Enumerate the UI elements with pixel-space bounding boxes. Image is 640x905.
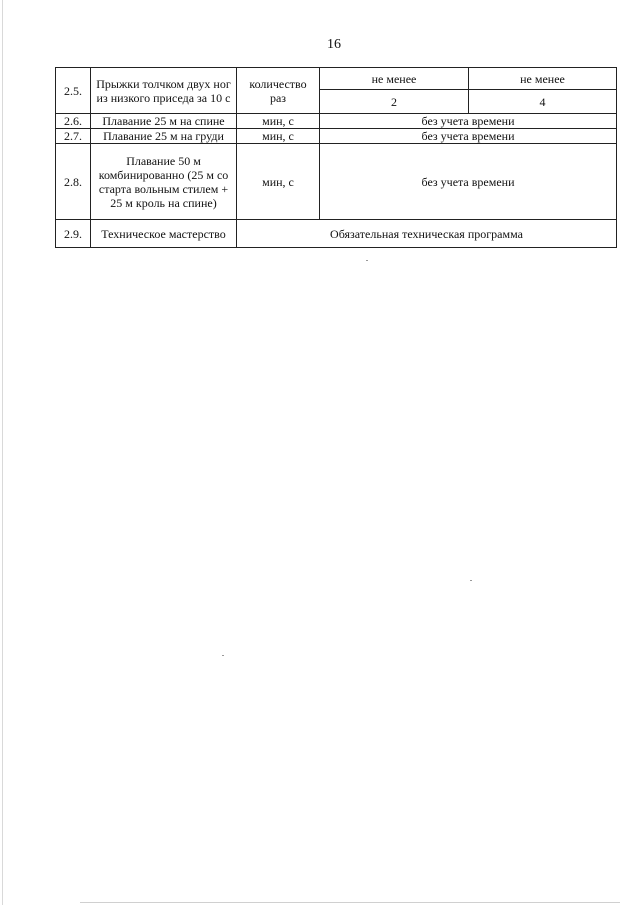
unit-cell: мин, с	[237, 144, 320, 220]
unit-cell: количество раз	[237, 68, 320, 114]
unit-cell: мин, с	[237, 129, 320, 144]
row-number: 2.9.	[56, 220, 91, 248]
page-number: 16	[327, 37, 341, 52]
row-number: 2.7.	[56, 129, 91, 144]
table-row	[56, 220, 617, 248]
test-name: Плавание 25 м на груди	[91, 129, 237, 144]
merged-value: без учета времени	[320, 144, 617, 220]
norm-value: 2	[320, 90, 469, 114]
table-row	[56, 144, 617, 220]
row-number: 2.6.	[56, 114, 91, 129]
scan-edge-left	[2, 0, 3, 905]
test-name: Техническое мастерство	[91, 220, 237, 248]
table-row	[56, 129, 617, 144]
scan-speck	[366, 260, 368, 261]
test-name: Прыжки толчком двух ног из низкого приседа за 10 с	[91, 68, 237, 114]
norm-value: 4	[469, 90, 617, 114]
table-row	[56, 114, 617, 129]
scan-edge-bottom	[80, 902, 620, 903]
scan-speck	[222, 655, 224, 656]
norm-label: не менее	[469, 68, 617, 90]
test-name: Плавание 50 м комбинированно (25 м со старта вольным стилем + 25 м кроль на спине)	[91, 144, 237, 220]
norm-label: не менее	[320, 68, 469, 90]
row-number: 2.5.	[56, 68, 91, 114]
unit-cell: мин, с	[237, 114, 320, 129]
merged-value: без учета времени	[320, 129, 617, 144]
table-row	[56, 68, 617, 90]
norms-table	[55, 67, 617, 248]
row-number: 2.8.	[56, 144, 91, 220]
scan-speck	[470, 580, 472, 581]
merged-value: Обязательная техническая программа	[237, 220, 617, 248]
test-name: Плавание 25 м на спине	[91, 114, 237, 129]
merged-value: без учета времени	[320, 114, 617, 129]
